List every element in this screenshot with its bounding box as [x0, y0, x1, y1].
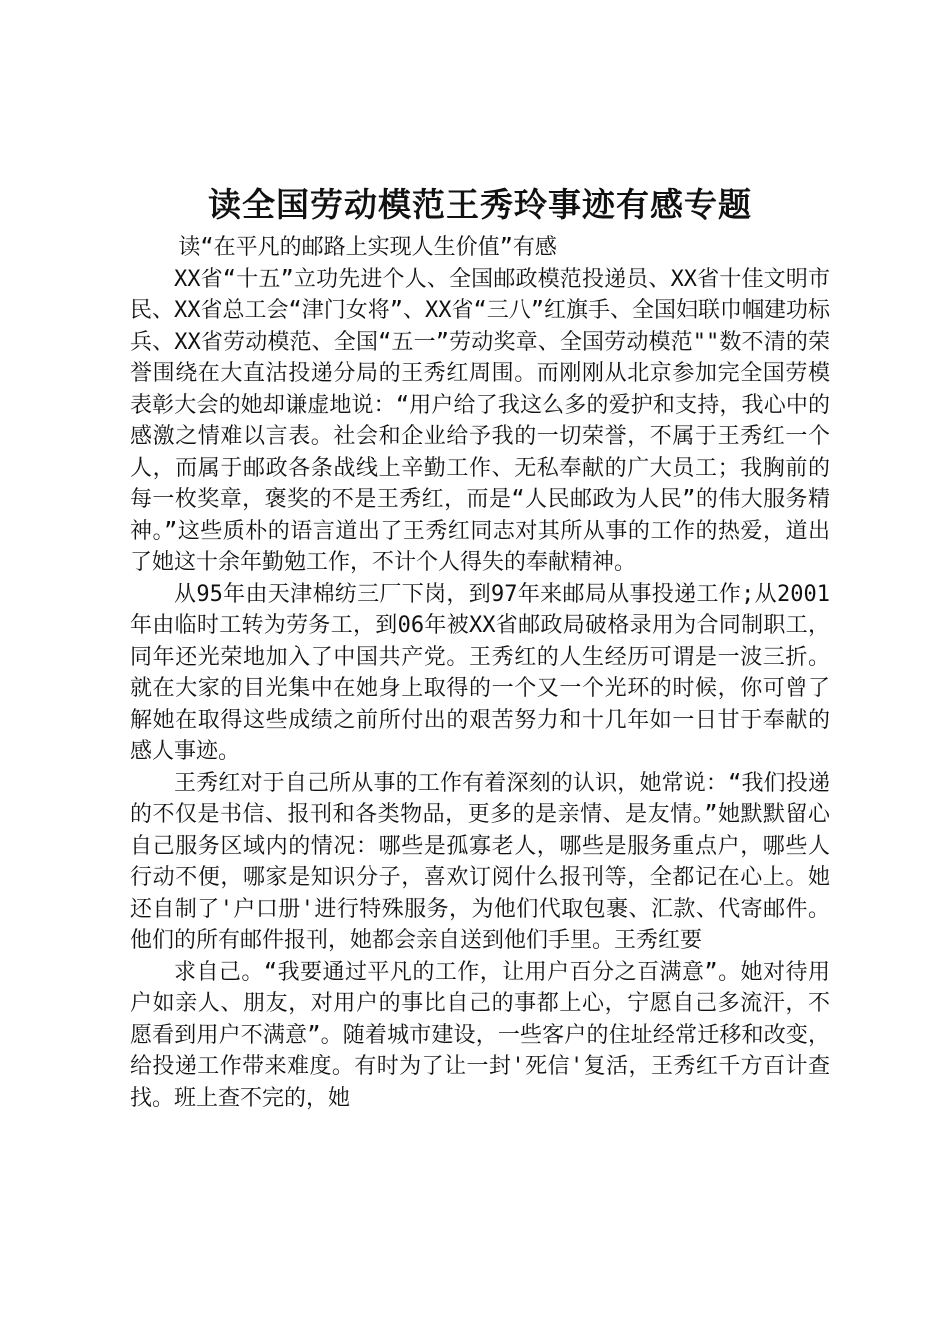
body-paragraph: XX省“十五”立功先进个人、全国邮政模范投递员、XX省十佳文明市民、XX省总工会“津门女将”、XX省“三八”红旗手、全国妇联巾帼建功标兵、XX省劳动模范、全国“五一”劳动奖章、全国劳动模范""数不清的荣誉围绕在大直沽投递分局的王秀红周围。而刚刚从北京参加完全国劳模表彰大会的她却谦虚地说：“用户给了我这么多的爱护和支持，我心中的感激之情难以言表。社会和企业给予我的一切荣誉，不属于王秀红一个人，而属于邮政各条战线上辛勤工作、无私奉献的广大员工；我胸前的每一枚奖章，褒奖的不是王秀红，而是“人民邮政为人民”的伟大服务精神。”这些质朴的语言道出了王秀红同志对其所从事的工作的热爱，道出了她这十余年勤勉工作，不计个人得失的奉献精神。 — [130, 266, 830, 575]
body-paragraph: 从95年由天津棉纺三厂下岗，到97年来邮局从事投递工作;从2001年由临时工转为劳务工，到06年被XX省邮政局破格录用为合同制职工，同年还光荣地加入了中国共产党。王秀红的人生经历可谓是一波三折。就在大家的目光集中在她身上取得的一个又一个光环的时候，你可曾了解她在取得这些成绩之前所付出的艰苦努力和十几年如一日甘于奉献的感人事迹。 — [130, 581, 830, 764]
body-paragraph: 求自己。“我要通过平凡的工作，让用户百分之百满意”。她对待用户如亲人、朋友，对用户的事比自己的事都上心，宁愿自己多流汗，不愿看到用户不满意”。随着城市建设，一些客户的住址经常迁移和改变，给投递工作带来难度。有时为了让一封'死信'复活，王秀红千方百计查找。班上查不完的，她 — [130, 959, 830, 1111]
body-paragraph: 王秀红对于自己所从事的工作有着深刻的认识，她常说：“我们投递的不仅是书信、报刊和各类物品，更多的是亲情、是友情。”她默默留心自己服务区域内的情况：哪些是孤寡老人，哪些是服务重点户，哪些人行动不便，哪家是知识分子，喜欢订阅什么报刊等，全都记在心上。她还自制了'户口册'进行特殊服务，为他们代取包裹、汇款、代寄邮件。他们的所有邮件报刊，她都会亲自送到他们手里。王秀红要 — [130, 770, 830, 953]
article-subtitle: 读“在平凡的邮路上实现人生价值”有感 — [178, 235, 557, 260]
document-title: 读全国劳动模范王秀玲事迹有感专题 — [208, 185, 752, 224]
document-page — [130, 180, 830, 1114]
